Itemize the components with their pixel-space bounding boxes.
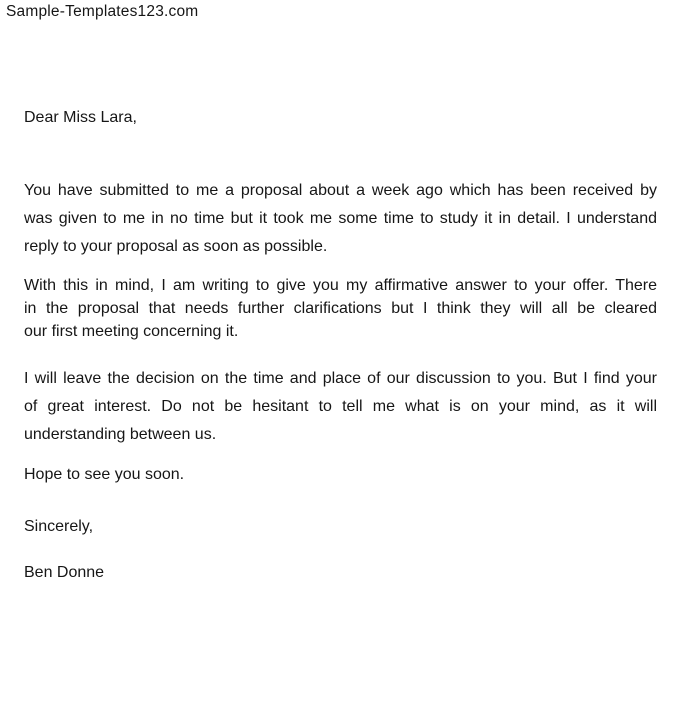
salutation: Dear Miss Lara, bbox=[24, 109, 137, 126]
letter-line: With this in mind, I am writing to give you my affirmative answer to your offer. There bbox=[24, 277, 657, 294]
letter-paragraph-1 bbox=[24, 177, 657, 261]
watermark: Sample-Templates123.com bbox=[6, 3, 199, 20]
signature-name: Ben Donne bbox=[24, 564, 105, 581]
signoff: Sincerely, bbox=[24, 518, 94, 535]
letter-line: of great interest. Do not be hesitant to tell me what is on your mind, as it will bbox=[24, 398, 657, 415]
letter-line: You have submitted to me a proposal about a week ago which has been received by bbox=[24, 182, 657, 199]
letter-line: in the proposal that needs further clarifications but I think they will all be cleared bbox=[24, 300, 657, 317]
letter-paragraph-3 bbox=[24, 365, 657, 449]
letter-line: I will leave the decision on the time and place of our discussion to you. But I find your bbox=[24, 370, 657, 387]
letter-paragraph-2 bbox=[24, 274, 657, 343]
closing-line: Hope to see you soon. bbox=[24, 466, 185, 483]
letter-line: our first meeting concerning it. bbox=[24, 323, 239, 340]
letter-line: was given to me in no time but it took me some time to study it in detail. I understand bbox=[24, 210, 657, 227]
letter-line: reply to your proposal as soon as possible. bbox=[24, 238, 328, 255]
letter-line: understanding between us. bbox=[24, 426, 217, 443]
